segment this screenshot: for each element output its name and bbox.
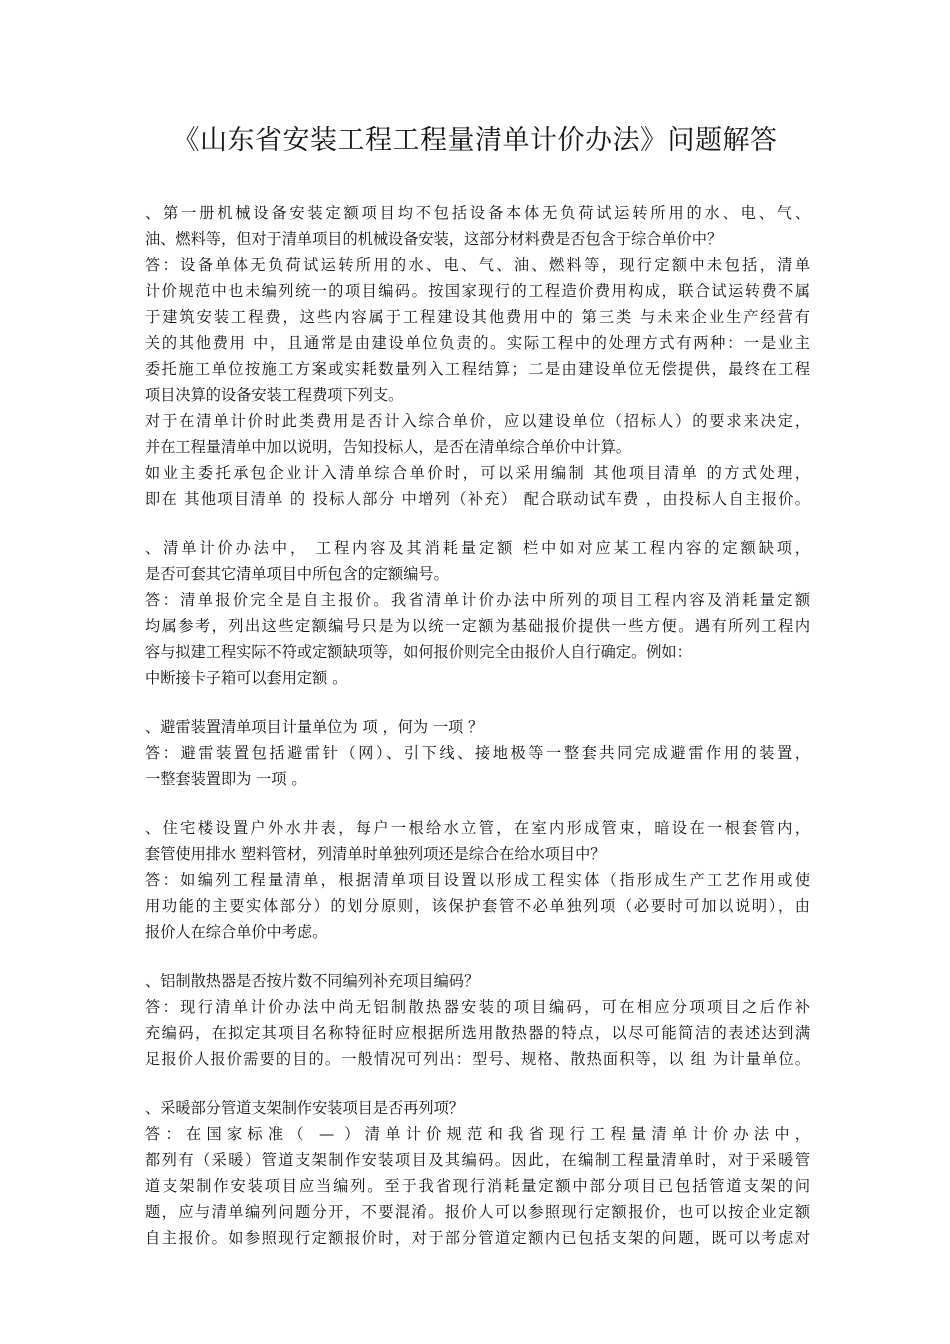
text-line: 、采暖部分管道支架制作安装项目是否再列项？: [145, 1099, 464, 1117]
text-line: 中断接卡子箱可以套用定额 。: [145, 669, 348, 687]
paragraph-gap: [145, 1072, 810, 1095]
text-line: 并在工程量清单中加以说明，告知投标人，是否在清单综合单价中计算。: [145, 438, 631, 456]
text-line: 、住宅楼设置户外水井表，每户一根给水立管，在室内形成管束，暗设在一根套管内，: [145, 819, 810, 837]
text-line: 、第一册机械设备安装定额项目均不包括设备本体无负荷试运转所用的水、电、气、: [145, 204, 810, 222]
text-line: 油、燃料等，但对于清单项目的机械设备安装，这部分材料费是否包含于综合单价中？: [145, 230, 723, 248]
text-line: 项目决算的设备安装工程费项下列支。: [145, 386, 404, 404]
text-line: 如业主委托承包企业计入清单综合单价时，可以采用编制 其他项目清单 的方式处理，: [145, 464, 810, 482]
text-line: 即在 其他项目清单 的 投标人部分 中增列（补充） 配合联动试车费 ，由投标人自主报价。: [145, 490, 810, 508]
text-line: 题，应与清单编列问题分开，不要混淆。报价人可以参照现行定额报价，也可以按企业定额: [145, 1203, 810, 1221]
text-line: 一整套装置即为 一项 。: [145, 770, 307, 788]
text-line: 答：在国家标准（ — ）清单计价规范和我省现行工程量清单计价办法中，: [145, 1125, 810, 1143]
text-line: 答：设备单体无负荷试运转所用的水、电、气、油、燃料等，现行定额中未包括，清单: [145, 256, 810, 274]
text-line: 、铝制散热器是否按片数不同编列补充项目编码？: [145, 972, 480, 990]
paragraph-gap: [145, 512, 810, 535]
text-line: 均属参考，列出这些定额编号只是为以统一定额为基础报价提供一些方便。遇有所列工程内: [145, 617, 810, 635]
text-line: 、清单计价办法中， 工程内容及其消耗量定额 栏中如对应某工程内容的定额缺项，: [145, 539, 810, 557]
text-line: 道支架制作安装项目应当编列。至于我省现行消耗量定额中部分项目已包括管道支架的问: [145, 1177, 810, 1195]
text-line: 充编码，在拟定其项目名称特征时应根据所选用散热器的特点，以尽可能简洁的表述达到满: [145, 1024, 810, 1042]
text-line: 答：清单报价完全是自主报价。我省清单计价办法中所列的项目工程内容及消耗量定额: [145, 591, 810, 609]
text-line: 报价人在综合单价中考虑。: [145, 923, 328, 941]
text-line: 答：避雷装置包括避雷针（网）、引下线、接地极等一整套共同完成避雷作用的装置，: [145, 744, 810, 762]
paragraph-gap: [145, 792, 810, 815]
document-body: [145, 200, 810, 1251]
text-line: 用功能的主要实体部分）的划分原则，该保护套管不必单独列项（必要时可加以说明），由: [145, 897, 810, 915]
text-line: 计价规范中也未编列统一的项目编码。按国家现行的工程造价费用构成，联合试运转费不属: [145, 282, 810, 300]
text-line: 于建筑安装工程费，这些内容属于工程建设其他费用中的 第三类 与未来企业生产经营有: [145, 308, 810, 326]
text-line: 答：如编列工程量清单，根据清单项目设置以形成工程实体（指形成生产工艺作用或使: [145, 871, 810, 889]
text-line: 自主报价。如参照现行定额报价时，对于部分管道定额内已包括支架的问题，既可以考虑对: [145, 1229, 810, 1247]
text-line: 答：现行清单计价办法中尚无铝制散热器安装的项目编码，可在相应分项项目之后作补: [145, 998, 810, 1016]
text-line: 容与拟建工程实际不符或定额缺项等，如何报价则完全由报价人自行确定。例如：: [145, 643, 692, 661]
document-title: 《山东省安装工程工程量清单计价办法》问题解答: [172, 125, 778, 156]
text-line: 对于在清单计价时此类费用是否计入综合单价，应以建设单位（招标人）的要求来决定，: [145, 412, 810, 430]
paragraph-gap: [145, 691, 810, 714]
text-line: 委托施工单位按施工方案或实耗数量列入工程结算；二是由建设单位无偿提供，最终在工程: [145, 360, 810, 378]
text-line: 、避雷装置清单项目计量单位为 项 ，何为 一项 ？: [145, 718, 484, 736]
paragraph-gap: [145, 945, 810, 968]
text-line: 关的其他费用 中，且通常是由建设单位负责的。实际工程中的处理方式有两种：一是业主: [145, 334, 810, 352]
text-line: 都列有（采暖）管道支架制作安装项目及其编码。因此，在编制工程量清单时，对于采暖管: [145, 1151, 810, 1169]
text-line: 足报价人报价需要的目的。一般情况可列出：型号、规格、散热面积等，以 组 为计量单位。: [145, 1050, 810, 1068]
text-line: 是否可套其它清单项目中所包含的定额编号。: [145, 565, 449, 583]
text-line: 套管使用排水 塑料管材，列清单时单独列项还是综合在给水项目中？: [145, 845, 606, 863]
